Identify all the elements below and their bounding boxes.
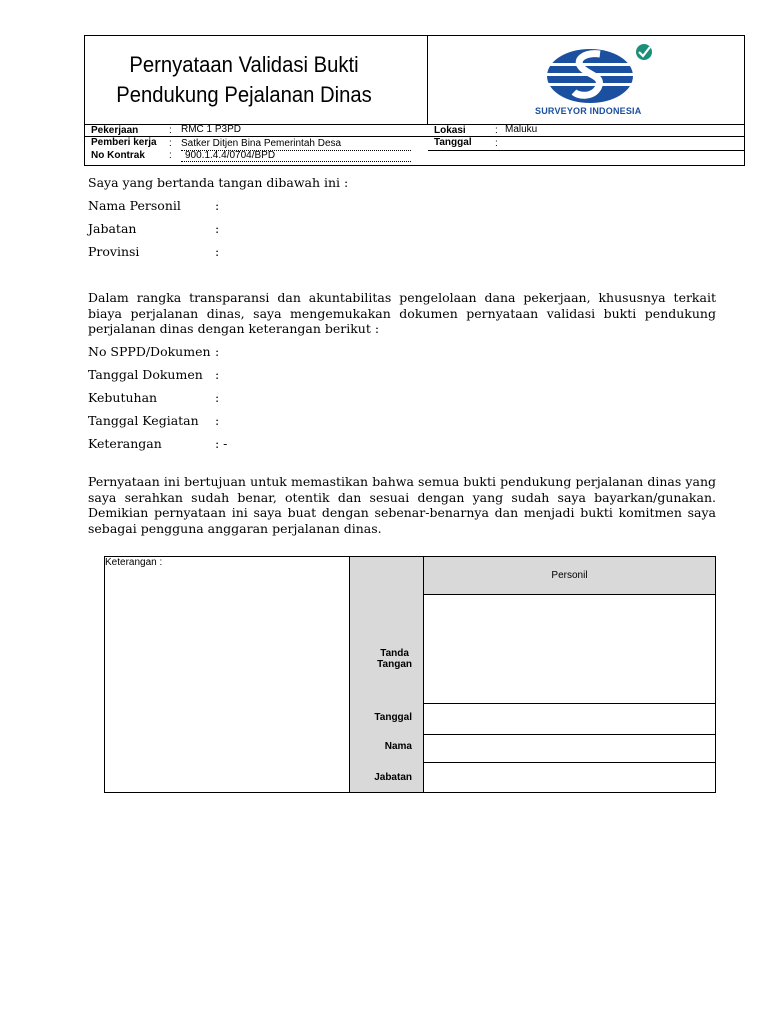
tangan-line: Tangan [377, 659, 412, 670]
logo-text: SURVEYOR INDONESIA [535, 106, 642, 116]
field-keterangan: Keterangan [88, 436, 162, 451]
lokasi-label: Lokasi [434, 125, 466, 136]
signature-box[interactable] [423, 594, 715, 704]
field-tanggal-kegiatan: Tanggal Kegiatan [88, 413, 199, 428]
empty-header-cell [349, 557, 424, 595]
colon: : [169, 150, 172, 161]
colon: : [215, 244, 220, 259]
sig-jabatan-label: Jabatan [374, 772, 412, 783]
paragraph-statement: Pernyataan ini bertujuan untuk memastikan bahwa semua bukti pendukung perjalanan dinas yang saya serahkan sudah benar, otentik dan sesuai dengan yang sudah saya bayarkan/gunakan. Demikian pernyataan ini saya buat dengan sebenar-benarnya dan menjadi bukti komitmen saya sebagai pengguna anggaran perjalanan dinas. [88, 474, 716, 536]
colon: : [215, 221, 220, 236]
lokasi-value: Maluku [505, 124, 538, 135]
logo-cell [428, 36, 744, 124]
personil-header [423, 557, 715, 595]
colon: : [215, 198, 220, 213]
keterangan-value: : - [215, 436, 228, 451]
colon: : [495, 138, 498, 149]
tanda-tangan-label-cell [349, 594, 424, 704]
title-cell [85, 36, 428, 124]
colon: : [215, 390, 220, 405]
colon: : [169, 138, 172, 149]
title-line-1: Pernyataan Validasi Bukti [129, 52, 359, 77]
document-header [84, 35, 745, 166]
pekerjaan-label: Pekerjaan [91, 125, 139, 136]
jabatan-label-cell [349, 762, 424, 792]
field-jabatan: Jabatan [88, 221, 137, 236]
colon: : [215, 413, 220, 428]
nama-input-cell[interactable] [423, 734, 715, 763]
paragraph-intro: Dalam rangka transparansi dan akuntabilitas pengelolaan dana pekerjaan, khususnya terkait biaya perjalanan dinas, saya mengemukakan dokumen pernyataan validasi bukti pendukung perjalanan dinas dengan keterangan berikut : [88, 290, 716, 336]
colon: : [215, 344, 220, 359]
field-kebutuhan: Kebutuhan [88, 390, 158, 405]
tanda-line: Tanda [380, 648, 409, 659]
pekerjaan-value: RMC 1 P3PD [181, 124, 411, 137]
no-kontrak-value: 900.1.4.4/0704/BPD [181, 150, 411, 162]
sig-tanggal-label: Tanggal [374, 712, 412, 723]
tanda-tangan-label [377, 648, 412, 670]
info-divider [428, 150, 744, 151]
no-kontrak-label: No Kontrak [91, 150, 145, 161]
title-line-2: Pendukung Pejalanan Dinas [116, 82, 372, 107]
pemberi-kerja-value: Satker Ditjen Bina Pemerintah Desa [181, 138, 411, 151]
colon: : [169, 125, 172, 136]
sig-nama-label: Nama [384, 741, 412, 752]
document-title [98, 50, 391, 110]
signature-table [104, 556, 716, 793]
pemberi-kerja-label: Pemberi kerja [91, 137, 157, 148]
project-info [85, 124, 744, 165]
field-tanggal-dokumen: Tanggal Dokumen [88, 367, 203, 382]
tanggal-label-cell [349, 703, 424, 735]
personil-header-label: Personil [551, 570, 588, 581]
field-provinsi: Provinsi [88, 244, 140, 259]
tanggal-label: Tanggal [434, 137, 472, 148]
field-nama-personil: Nama Personil [88, 198, 181, 213]
tanggal-input-cell[interactable] [423, 703, 715, 735]
intro-text: Saya yang bertanda tangan dibawah ini : [88, 175, 349, 190]
jabatan-input-cell[interactable] [423, 762, 715, 792]
keterangan-label: Keterangan : [105, 557, 163, 568]
colon: : [215, 367, 220, 382]
colon: : [495, 125, 498, 136]
nama-label-cell [349, 734, 424, 763]
field-no-sppd: No SPPD/Dokumen [88, 344, 211, 359]
